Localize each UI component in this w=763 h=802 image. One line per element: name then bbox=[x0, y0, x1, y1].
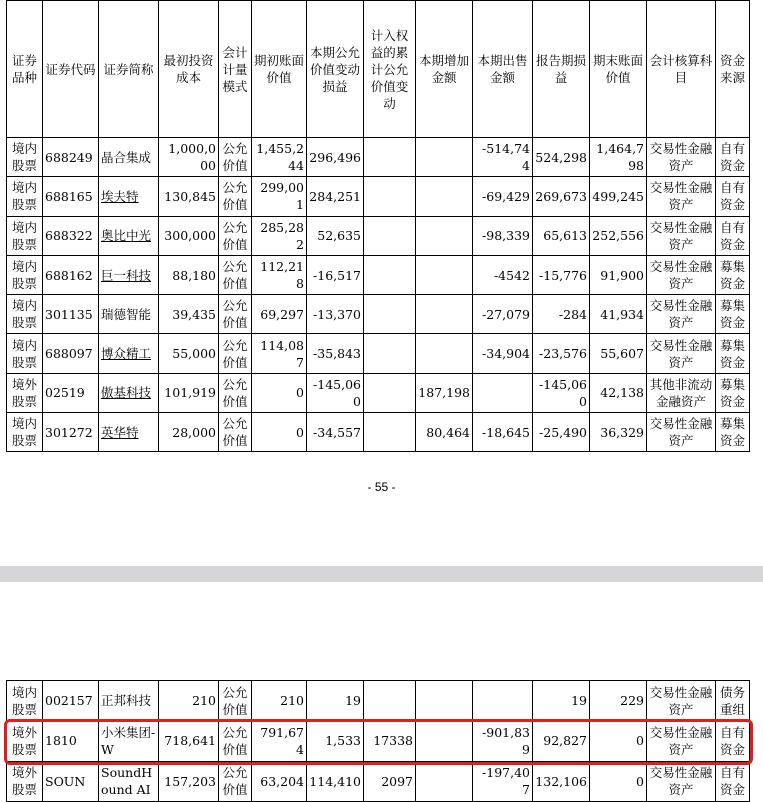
sale-cell: -27,079 bbox=[473, 295, 533, 334]
closing-value-cell: 252,556 bbox=[590, 216, 647, 255]
type-cell: 境内股票 bbox=[7, 413, 43, 452]
opening-value-cell: 112,218 bbox=[252, 255, 307, 294]
table-row bbox=[7, 334, 750, 373]
account-cell: 交易性金融资产 bbox=[647, 334, 716, 373]
increase-cell bbox=[416, 334, 473, 373]
increase-cell bbox=[416, 721, 473, 761]
table-row bbox=[7, 216, 750, 255]
sale-cell: -197,407 bbox=[473, 761, 533, 801]
security-name-link[interactable]: 巨一科技 bbox=[101, 267, 152, 283]
table-row bbox=[7, 721, 750, 761]
type-cell: 境内股票 bbox=[7, 138, 43, 177]
increase-cell bbox=[416, 216, 473, 255]
closing-value-cell: 42,138 bbox=[590, 373, 647, 412]
increase-cell bbox=[416, 295, 473, 334]
increase-cell bbox=[416, 761, 473, 801]
pl-cell: 524,298 bbox=[533, 138, 590, 177]
equity-fv-cell: 17338 bbox=[364, 721, 416, 761]
type-cell: 境外股票 bbox=[7, 721, 43, 761]
cost-cell: 39,435 bbox=[159, 295, 219, 334]
opening-value-cell: 299,001 bbox=[252, 177, 307, 216]
securities-table-top bbox=[6, 0, 750, 452]
table-header-row bbox=[7, 1, 750, 138]
name-cell bbox=[99, 373, 159, 412]
equity-fv-cell bbox=[364, 373, 416, 412]
header-cell: 会计计量模式 bbox=[219, 1, 252, 138]
pl-cell: 19 bbox=[533, 681, 590, 721]
mode-cell: 公允价值 bbox=[219, 721, 252, 761]
account-cell: 交易性金融资产 bbox=[647, 761, 716, 801]
fv-change-cell: 52,635 bbox=[307, 216, 364, 255]
mode-cell: 公允价值 bbox=[219, 177, 252, 216]
security-name-link[interactable]: 傲基科技 bbox=[101, 385, 152, 401]
table-row bbox=[7, 255, 750, 294]
fv-change-cell: 296,496 bbox=[307, 138, 364, 177]
mode-cell: 公允价值 bbox=[219, 413, 252, 452]
account-cell: 交易性金融资产 bbox=[647, 721, 716, 761]
increase-cell: 187,198 bbox=[416, 373, 473, 412]
sale-cell: -98,339 bbox=[473, 216, 533, 255]
sale-cell bbox=[473, 681, 533, 721]
closing-value-cell: 36,329 bbox=[590, 413, 647, 452]
name-cell bbox=[99, 177, 159, 216]
header-cell: 资金来源 bbox=[716, 1, 750, 138]
header-cell: 本期出售金额 bbox=[473, 1, 533, 138]
header-cell: 最初投资成本 bbox=[159, 1, 219, 138]
cost-cell: 157,203 bbox=[159, 761, 219, 801]
cost-cell: 28,000 bbox=[159, 413, 219, 452]
cost-cell: 1,000,000 bbox=[159, 138, 219, 177]
account-cell: 交易性金融资产 bbox=[647, 295, 716, 334]
page-gap-divider bbox=[0, 566, 763, 582]
security-name-link[interactable]: 埃夫特 bbox=[101, 188, 139, 204]
account-cell: 交易性金融资产 bbox=[647, 177, 716, 216]
pl-cell: -284 bbox=[533, 295, 590, 334]
cost-cell: 55,000 bbox=[159, 334, 219, 373]
fv-change-cell: 284,251 bbox=[307, 177, 364, 216]
account-cell: 交易性金融资产 bbox=[647, 138, 716, 177]
pl-cell: 65,613 bbox=[533, 216, 590, 255]
opening-value-cell: 114,087 bbox=[252, 334, 307, 373]
fv-change-cell: 1,533 bbox=[307, 721, 364, 761]
header-cell: 期初账面价值 bbox=[252, 1, 307, 138]
name-cell: 晶合集成 bbox=[99, 138, 159, 177]
opening-value-cell: 69,297 bbox=[252, 295, 307, 334]
type-cell: 境外股票 bbox=[7, 761, 43, 801]
closing-value-cell: 1,464,798 bbox=[590, 138, 647, 177]
cost-cell: 101,919 bbox=[159, 373, 219, 412]
code-cell: 02519 bbox=[43, 373, 99, 412]
equity-fv-cell bbox=[364, 413, 416, 452]
equity-fv-cell: 2097 bbox=[364, 761, 416, 801]
table-row bbox=[7, 295, 750, 334]
name-cell bbox=[99, 216, 159, 255]
type-cell: 境内股票 bbox=[7, 177, 43, 216]
security-name-link[interactable]: 英华特 bbox=[101, 424, 139, 440]
code-cell: 688249 bbox=[43, 138, 99, 177]
increase-cell: 80,464 bbox=[416, 413, 473, 452]
sale-cell: -4542 bbox=[473, 255, 533, 294]
fv-change-cell: 114,410 bbox=[307, 761, 364, 801]
header-cell: 计入权益的累计公允价值变动 bbox=[364, 1, 416, 138]
closing-value-cell: 91,900 bbox=[590, 255, 647, 294]
increase-cell bbox=[416, 681, 473, 721]
closing-value-cell: 41,934 bbox=[590, 295, 647, 334]
fv-change-cell: 19 bbox=[307, 681, 364, 721]
closing-value-cell: 499,245 bbox=[590, 177, 647, 216]
fv-change-cell: -145,060 bbox=[307, 373, 364, 412]
pl-cell: 269,673 bbox=[533, 177, 590, 216]
table-row bbox=[7, 373, 750, 412]
header-cell: 会计核算科目 bbox=[647, 1, 716, 138]
name-cell: 瑞德智能 bbox=[99, 295, 159, 334]
code-cell: 301135 bbox=[43, 295, 99, 334]
name-cell: 小米集团-W bbox=[99, 721, 159, 761]
closing-value-cell: 0 bbox=[590, 721, 647, 761]
source-cell: 自有资金 bbox=[716, 138, 750, 177]
source-cell: 自有资金 bbox=[716, 721, 750, 761]
source-cell: 募集资金 bbox=[716, 413, 750, 452]
type-cell: 境内股票 bbox=[7, 295, 43, 334]
equity-fv-cell bbox=[364, 216, 416, 255]
fv-change-cell: -16,517 bbox=[307, 255, 364, 294]
cost-cell: 300,000 bbox=[159, 216, 219, 255]
sale-cell: -901,839 bbox=[473, 721, 533, 761]
increase-cell bbox=[416, 138, 473, 177]
equity-fv-cell bbox=[364, 255, 416, 294]
pl-cell: -25,490 bbox=[533, 413, 590, 452]
opening-value-cell: 1,455,244 bbox=[252, 138, 307, 177]
code-cell: 688322 bbox=[43, 216, 99, 255]
pl-cell: -15,776 bbox=[533, 255, 590, 294]
type-cell: 境内股票 bbox=[7, 255, 43, 294]
source-cell: 募集资金 bbox=[716, 334, 750, 373]
type-cell: 境内股票 bbox=[7, 216, 43, 255]
opening-value-cell: 0 bbox=[252, 413, 307, 452]
code-cell: 688162 bbox=[43, 255, 99, 294]
header-cell: 本期公允价值变动损益 bbox=[307, 1, 364, 138]
security-name-link[interactable]: 博众精工 bbox=[101, 346, 152, 362]
code-cell: 688165 bbox=[43, 177, 99, 216]
header-cell: 证券品种 bbox=[7, 1, 43, 138]
sale-cell bbox=[473, 373, 533, 412]
code-cell: 002157 bbox=[43, 681, 99, 721]
opening-value-cell: 0 bbox=[252, 373, 307, 412]
table-row bbox=[7, 761, 750, 801]
name-cell bbox=[99, 255, 159, 294]
type-cell: 境外股票 bbox=[7, 373, 43, 412]
source-cell: 募集资金 bbox=[716, 255, 750, 294]
name-cell bbox=[99, 334, 159, 373]
header-cell: 报告期损益 bbox=[533, 1, 590, 138]
sale-cell: -69,429 bbox=[473, 177, 533, 216]
cost-cell: 718,641 bbox=[159, 721, 219, 761]
source-cell: 募集资金 bbox=[716, 295, 750, 334]
code-cell: 301272 bbox=[43, 413, 99, 452]
opening-value-cell: 791,674 bbox=[252, 721, 307, 761]
type-cell: 境内股票 bbox=[7, 681, 43, 721]
account-cell: 其他非流动金融资产 bbox=[647, 373, 716, 412]
source-cell: 募集资金 bbox=[716, 373, 750, 412]
account-cell: 交易性金融资产 bbox=[647, 681, 716, 721]
mode-cell: 公允价值 bbox=[219, 216, 252, 255]
equity-fv-cell bbox=[364, 138, 416, 177]
securities-table-bottom bbox=[6, 680, 750, 802]
sale-cell: -514,744 bbox=[473, 138, 533, 177]
page-number: - 55 - bbox=[367, 480, 396, 494]
opening-value-cell: 63,204 bbox=[252, 761, 307, 801]
code-cell: 1810 bbox=[43, 721, 99, 761]
pl-cell: -23,576 bbox=[533, 334, 590, 373]
header-cell: 证券简称 bbox=[99, 1, 159, 138]
fv-change-cell: -13,370 bbox=[307, 295, 364, 334]
account-cell: 交易性金融资产 bbox=[647, 216, 716, 255]
mode-cell: 公允价值 bbox=[219, 761, 252, 801]
equity-fv-cell bbox=[364, 334, 416, 373]
header-cell: 证券代码 bbox=[43, 1, 99, 138]
fv-change-cell: -35,843 bbox=[307, 334, 364, 373]
closing-value-cell: 0 bbox=[590, 761, 647, 801]
sale-cell: -34,904 bbox=[473, 334, 533, 373]
equity-fv-cell bbox=[364, 177, 416, 216]
sale-cell: -18,645 bbox=[473, 413, 533, 452]
mode-cell: 公允价值 bbox=[219, 138, 252, 177]
closing-value-cell: 229 bbox=[590, 681, 647, 721]
name-cell: SoundHound AI bbox=[99, 761, 159, 801]
header-cell: 期末账面价值 bbox=[590, 1, 647, 138]
code-cell: SOUN bbox=[43, 761, 99, 801]
increase-cell bbox=[416, 255, 473, 294]
code-cell: 688097 bbox=[43, 334, 99, 373]
fv-change-cell: -34,557 bbox=[307, 413, 364, 452]
name-cell: 正邦科技 bbox=[99, 681, 159, 721]
opening-value-cell: 210 bbox=[252, 681, 307, 721]
table-row bbox=[7, 138, 750, 177]
security-name-link[interactable]: 奥比中光 bbox=[101, 228, 152, 244]
source-cell: 债务重组 bbox=[716, 681, 750, 721]
account-cell: 交易性金融资产 bbox=[647, 255, 716, 294]
cost-cell: 88,180 bbox=[159, 255, 219, 294]
pl-cell: 132,106 bbox=[533, 761, 590, 801]
mode-cell: 公允价值 bbox=[219, 681, 252, 721]
mode-cell: 公允价值 bbox=[219, 373, 252, 412]
cost-cell: 210 bbox=[159, 681, 219, 721]
closing-value-cell: 55,607 bbox=[590, 334, 647, 373]
account-cell: 交易性金融资产 bbox=[647, 413, 716, 452]
cost-cell: 130,845 bbox=[159, 177, 219, 216]
type-cell: 境内股票 bbox=[7, 334, 43, 373]
source-cell: 自有资金 bbox=[716, 177, 750, 216]
source-cell: 自有资金 bbox=[716, 761, 750, 801]
mode-cell: 公允价值 bbox=[219, 295, 252, 334]
opening-value-cell: 285,282 bbox=[252, 216, 307, 255]
mode-cell: 公允价值 bbox=[219, 255, 252, 294]
equity-fv-cell bbox=[364, 295, 416, 334]
table-row bbox=[7, 681, 750, 721]
source-cell: 自有资金 bbox=[716, 216, 750, 255]
table-row bbox=[7, 177, 750, 216]
header-cell: 本期增加金额 bbox=[416, 1, 473, 138]
pl-cell: -145,060 bbox=[533, 373, 590, 412]
pl-cell: 92,827 bbox=[533, 721, 590, 761]
increase-cell bbox=[416, 177, 473, 216]
mode-cell: 公允价值 bbox=[219, 334, 252, 373]
table-row bbox=[7, 413, 750, 452]
equity-fv-cell bbox=[364, 681, 416, 721]
name-cell bbox=[99, 413, 159, 452]
